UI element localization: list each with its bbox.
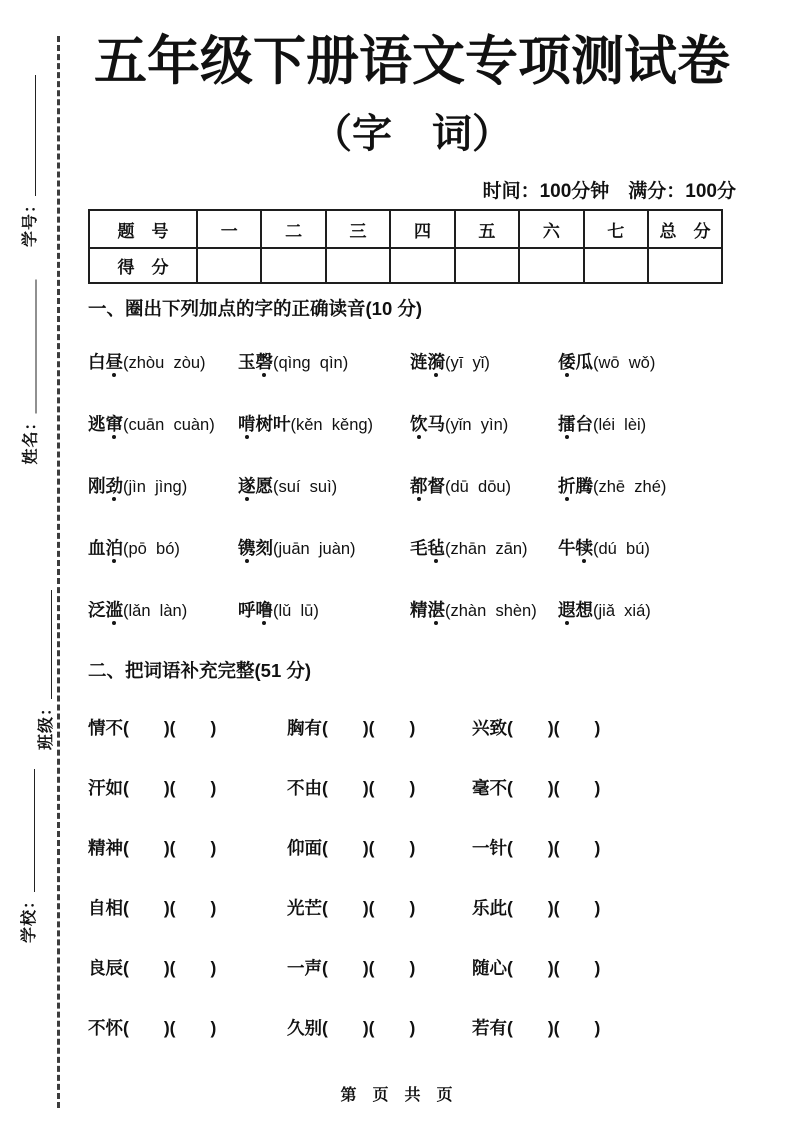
- pinyin-item: [88, 411, 238, 439]
- score-header-cell: 一: [197, 210, 261, 248]
- blank-parens: ( )( ): [507, 838, 601, 858]
- binding-dashed-line: [57, 36, 60, 1108]
- student-name-label: 姓名：: [22, 413, 39, 465]
- pinyin-options: (yī yǐ): [445, 354, 490, 372]
- word-stem: 精神: [88, 838, 123, 858]
- word-post: 树叶: [255, 414, 291, 434]
- score-value-cell: [326, 248, 390, 283]
- pinyin-options: (cuān cuàn): [123, 416, 215, 434]
- pinyin-options: (suí suì): [273, 478, 338, 496]
- section1-items: [88, 349, 736, 625]
- word-dotted-char: 都: [410, 476, 428, 496]
- word-pre: 逃: [88, 414, 106, 434]
- pinyin-options: (kěn kěng): [290, 416, 374, 434]
- word-stem: 兴致: [472, 718, 507, 738]
- pinyin-options: (wō wǒ): [593, 354, 656, 372]
- word-blank-row: [88, 715, 736, 743]
- word-dotted-char: 犊: [575, 538, 593, 558]
- word-stem: 乐此: [472, 898, 507, 918]
- word-blank-row: [88, 835, 736, 863]
- word-post: 瓜: [575, 352, 593, 372]
- blank-parens: ( )( ): [123, 898, 217, 918]
- word-blank-item: [472, 715, 736, 743]
- class-field: [33, 590, 55, 750]
- word-dotted-char: 磬: [255, 352, 273, 372]
- word-blank-item: [472, 775, 736, 803]
- word-pre: 涟: [410, 352, 428, 372]
- pinyin-item: [410, 535, 558, 563]
- pinyin-options: (zhàn shèn): [445, 602, 537, 620]
- pinyin-row: [88, 597, 736, 625]
- blank-parens: ( )( ): [507, 778, 601, 798]
- section1-heading: 一、圈出下列加点的字的正确读音(10 分): [88, 298, 423, 319]
- pinyin-options: (jiǎ xiá): [593, 602, 651, 620]
- word-stem: 久别: [287, 1018, 322, 1038]
- word-blank-item: [287, 955, 472, 983]
- student-name-blank-line: [21, 280, 36, 414]
- score-value-cell: [519, 248, 583, 283]
- blank-parens: ( )( ): [123, 838, 217, 858]
- word-pre: 呼: [238, 600, 256, 620]
- pinyin-options: (zhān zān): [445, 540, 528, 558]
- pinyin-item: [410, 597, 558, 625]
- pinyin-item: [410, 349, 558, 377]
- school-field: [16, 769, 38, 943]
- word-post: 腾: [575, 476, 593, 496]
- pinyin-item: [558, 411, 736, 439]
- score-table-header-row: [89, 210, 722, 248]
- score-table: [88, 209, 723, 284]
- word-dotted-char: 饮: [410, 414, 428, 434]
- word-pre: 玉: [238, 352, 256, 372]
- word-dotted-char: 毡: [427, 538, 445, 558]
- word-blank-item: [287, 715, 472, 743]
- score-header-cell: 四: [390, 210, 454, 248]
- score-header-cell: 五: [455, 210, 519, 248]
- blank-parens: ( )( ): [123, 958, 217, 978]
- word-blank-item: [88, 715, 287, 743]
- word-stem: 汗如: [88, 778, 123, 798]
- word-pre: 白: [88, 352, 106, 372]
- pinyin-item: [558, 473, 736, 501]
- word-dotted-char: 折: [558, 476, 576, 496]
- pinyin-options: (juān juàn): [273, 540, 356, 558]
- score-header-cell: 二: [261, 210, 325, 248]
- word-blank-row: [88, 955, 736, 983]
- word-stem: 不由: [287, 778, 322, 798]
- word-dotted-char: 窜: [105, 414, 123, 434]
- word-blank-item: [287, 775, 472, 803]
- word-stem: 自相: [88, 898, 123, 918]
- score-table-value-row: [89, 248, 722, 283]
- pinyin-row: [88, 473, 736, 501]
- pinyin-options: (pō bó): [123, 540, 180, 558]
- blank-parens: ( )( ): [322, 898, 416, 918]
- pinyin-item: [558, 349, 736, 377]
- word-stem: 光芒: [287, 898, 322, 918]
- word-dotted-char: 湛: [427, 600, 445, 620]
- word-dotted-char: 擂: [558, 414, 576, 434]
- word-blank-row: [88, 1015, 736, 1043]
- pinyin-item: [88, 535, 238, 563]
- score-value-cell: [261, 248, 325, 283]
- pinyin-options: (zhē zhé): [593, 478, 667, 496]
- score-header-cell: 七: [584, 210, 648, 248]
- section2-items: [88, 715, 736, 1043]
- blank-parens: ( )( ): [123, 778, 217, 798]
- blank-parens: ( )( ): [507, 718, 601, 738]
- word-dotted-char: 漪: [427, 352, 445, 372]
- page-subtitle: （字 词）: [312, 112, 512, 156]
- word-pre: 精: [410, 600, 428, 620]
- word-pre: 刚: [88, 476, 106, 496]
- word-blank-item: [88, 775, 287, 803]
- pinyin-item: [558, 535, 736, 563]
- word-stem: 不怀: [88, 1018, 123, 1038]
- blank-parens: ( )( ): [507, 1018, 601, 1038]
- word-stem: 情不: [88, 718, 123, 738]
- blank-parens: ( )( ): [507, 958, 601, 978]
- score-value-cell: [455, 248, 519, 283]
- class-blank-line: [37, 590, 52, 699]
- word-blank-item: [472, 835, 736, 863]
- word-stem: 胸有: [287, 718, 322, 738]
- word-blank-item: [88, 835, 287, 863]
- page-title: 五年级下册语文专项测试卷: [94, 32, 730, 91]
- score-value-cell: [197, 248, 261, 283]
- school-blank-line: [20, 769, 35, 892]
- word-blank-item: [472, 955, 736, 983]
- word-dotted-char: 昼: [105, 352, 123, 372]
- pinyin-options: (zhòu zòu): [123, 354, 206, 372]
- word-pre: 血: [88, 538, 106, 558]
- blank-parens: ( )( ): [322, 778, 416, 798]
- score-header-cell: 题 号: [89, 210, 197, 248]
- word-pre: 泛: [88, 600, 106, 620]
- student-name-field: [18, 280, 40, 465]
- school-label: 学校：: [20, 891, 38, 943]
- word-blank-item: [88, 955, 287, 983]
- score-header-cell: 六: [519, 210, 583, 248]
- word-blank-item: [287, 895, 472, 923]
- pinyin-item: [88, 349, 238, 377]
- section2-heading: 二、把词语补充完整(51 分): [88, 660, 312, 681]
- word-dotted-char: 遐: [558, 600, 576, 620]
- word-post: 督: [427, 476, 445, 496]
- score-header-cell: 总 分: [648, 210, 722, 248]
- blank-parens: ( )( ): [507, 898, 601, 918]
- word-post: 台: [575, 414, 593, 434]
- pinyin-item: [238, 411, 410, 439]
- class-label: 班级：: [37, 698, 55, 750]
- pinyin-item: [88, 473, 238, 501]
- pinyin-options: (léi lèi): [593, 416, 647, 434]
- word-dotted-char: 泊: [105, 538, 123, 558]
- word-blank-item: [472, 1015, 736, 1043]
- word-stem: 随心: [472, 958, 507, 978]
- word-blank-item: [287, 835, 472, 863]
- pinyin-item: [238, 349, 410, 377]
- pinyin-row: [88, 411, 736, 439]
- blank-parens: ( )( ): [322, 718, 416, 738]
- blank-parens: ( )( ): [123, 1018, 217, 1038]
- pinyin-options: (yǐn yìn): [445, 416, 509, 434]
- word-post: 想: [575, 600, 593, 620]
- pinyin-options: (lǔ lū): [273, 602, 319, 620]
- student-id-blank-line: [21, 75, 36, 196]
- word-post: 马: [427, 414, 445, 434]
- word-blank-item: [88, 895, 287, 923]
- score-value-cell: [648, 248, 722, 283]
- word-blank-item: [88, 1015, 287, 1043]
- pinyin-options: (lǎn làn): [123, 602, 188, 620]
- score-header-cell: 三: [326, 210, 390, 248]
- word-stem: 一声: [287, 958, 322, 978]
- word-stem: 仰面: [287, 838, 322, 858]
- word-pre: 牛: [558, 538, 576, 558]
- word-stem: 毫不: [472, 778, 507, 798]
- word-dotted-char: 倭: [558, 352, 576, 372]
- pinyin-options: (dū dōu): [445, 478, 512, 496]
- pinyin-item: [410, 411, 558, 439]
- page-footer: 第 页 共 页: [340, 1087, 453, 1104]
- word-post: 刻: [255, 538, 273, 558]
- word-dotted-char: 滥: [105, 600, 123, 620]
- word-stem: 良辰: [88, 958, 123, 978]
- student-id-label: 学号：: [21, 195, 39, 247]
- word-dotted-char: 噜: [255, 600, 273, 620]
- time-score-info: 时间：100分钟 满分：100分: [482, 181, 736, 202]
- score-value-cell: [584, 248, 648, 283]
- pinyin-row: [88, 349, 736, 377]
- word-post: 愿: [255, 476, 273, 496]
- pinyin-item: [88, 597, 238, 625]
- pinyin-item: [238, 535, 410, 563]
- blank-parens: ( )( ): [322, 958, 416, 978]
- student-id-field: [17, 75, 39, 247]
- pinyin-item: [558, 597, 736, 625]
- blank-parens: ( )( ): [322, 1018, 416, 1038]
- pinyin-item: [410, 473, 558, 501]
- pinyin-item: [238, 597, 410, 625]
- word-pre: 毛: [410, 538, 428, 558]
- score-value-cell: [390, 248, 454, 283]
- pinyin-options: (dú bú): [593, 540, 650, 558]
- score-row-label: 得 分: [89, 248, 197, 283]
- word-stem: 若有: [472, 1018, 507, 1038]
- pinyin-item: [238, 473, 410, 501]
- word-blank-item: [472, 895, 736, 923]
- blank-parens: ( )( ): [123, 718, 217, 738]
- pinyin-row: [88, 535, 736, 563]
- word-dotted-char: 劲: [105, 476, 123, 496]
- blank-parens: ( )( ): [322, 838, 416, 858]
- word-blank-row: [88, 775, 736, 803]
- pinyin-options: (jìn jìng): [123, 478, 188, 496]
- word-dotted-char: 啃: [238, 414, 256, 434]
- word-stem: 一针: [472, 838, 507, 858]
- word-blank-item: [287, 1015, 472, 1043]
- word-blank-row: [88, 895, 736, 923]
- paper-content: [88, 0, 736, 1075]
- word-dotted-char: 遂: [238, 476, 256, 496]
- word-dotted-char: 镌: [238, 538, 256, 558]
- pinyin-options: (qìng qìn): [273, 354, 349, 372]
